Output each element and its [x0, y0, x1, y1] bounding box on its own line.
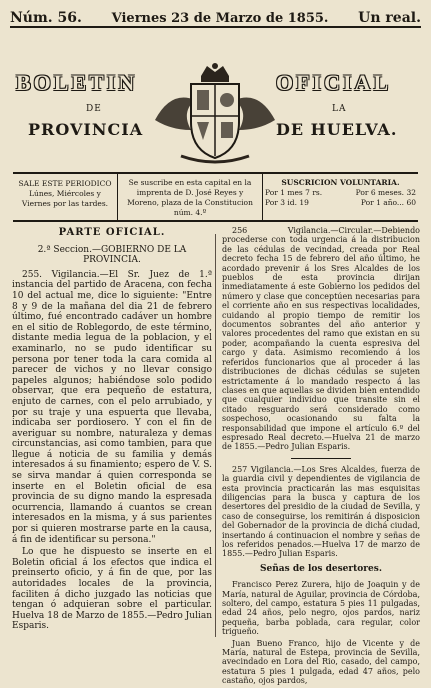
masthead-provincia: PROVINCIA — [28, 120, 144, 139]
price-6-months: Por 6 meses. 32 — [355, 188, 416, 197]
price-1-month: Por 1 mes 7 rs. — [265, 188, 323, 197]
deserter-1: Francisco Perez Zurera, hijo de Joaquin y de María, natural de Aguilar, provincia de Córdoba, soltero, del campo, estatura 5 pies 11 pulgadas, edad 24 años, pelo negro, ojos pardos, nariz pequeña, barba poblada, cara regular, color trigueño. — [222, 580, 420, 637]
masthead-word-oficial: OFICIAL — [276, 70, 392, 95]
right-column — [222, 226, 420, 688]
subscription-prices — [263, 174, 418, 220]
article-255: 255. Vigilancia.—El Sr. Juez de 1.ª instancia del partido de Aracena, con fecha 10 del actual me, dice lo siguiente: "Entre 8 y 9 de la mañana del dia 21 de febrero último, fué encontrado cadáver un hombre en el sitio de Roblegordo, de este término, distante media legua de la poblacion, y el examinarlo, no se pudo identificar su persona por tener toda la cara comida al parecer de vichos y no llevar consigo papeles algunos; habiéndose solo podido observar, que era pequeño de estatura, enjuto de carnes, con el pelo arrubiado, y por su traje y una espuerta que llevaba, indicaba ser pordiosero. Y con el fin de averiguar su nombre, naturaleza y demas circunstancias, asi como tambien, para que llegue á noticia de su familia y demás interesados á su finamiento; espero de V. S. se sirva mandar á quien corresponda se inserte en el Boletin oficial de esa provincia de su digno mando la espresada ocurrencia, llamando á cuantos se crean interesados en la misma, y á sus parientes por si quieren mostrarse parte en la causa, á fin de identificar su persona." — [12, 269, 212, 545]
masthead-word-boletin: BOLETIN — [16, 70, 138, 95]
article-257: 257 Vigilancia.—Los Sres Alcaldes, fuerza de la guardia civil y dependientes de vigilancia de esta provincia practicarán las mas esquisitas diligencias para la busca y captura de los desertores del presidio de la ciudad de Sevilla, y caso de conseguirse, los remitirán á disposicion del Gobernador de la provincia de dichá ciudad, insertando á continuacion el nombre y señas de los referidos penados.—Huelva 17 de marzo de 1855.—Pedro Julian Esparis. — [222, 464, 420, 559]
issue-header — [10, 6, 421, 28]
coat-of-arms-icon — [151, 60, 279, 164]
article-separator — [291, 458, 351, 459]
article-255-conclusion: Lo que he dispuesto se inserte en el Boletin oficial á los efectos que indica el preinserto oficio, y á fin de que, por las autoridades locales de la provincia, faciliten á dicho juzgado las noticias que tengan ó adquieran sobre el particular. Huelva 18 de Marzo de 1855.—Pedro Julian Esparis. — [12, 547, 212, 632]
masthead-huelva: DE HUELVA. — [276, 120, 398, 139]
issue-number: Núm. 56. — [10, 10, 82, 26]
price-3-months: Por 3 id. 19 — [265, 198, 309, 207]
issue-date: Viernes 23 de Marzo de 1855. — [111, 11, 329, 26]
section-title: PARTE OFICIAL. — [58, 227, 166, 238]
periodicity-note: SALE ESTE PERIODICO Lúnes, Miércoles y Viernes por las tardes. — [18, 179, 112, 208]
deserter-2: Juan Bueno Franco, hijo de Vicente y de María, natural de Estepa, provincia de Sevilla, avecindado en Lora del Rio, casado, del campo, estatura 5 pies 1 pulgada, edad 47 años, pelo castaño, ojos pardos, — [222, 638, 420, 686]
subscription-title: SUSCRICION VOLUNTARIA. — [281, 178, 400, 187]
masthead — [14, 52, 417, 164]
masthead-la: LA — [332, 104, 347, 114]
article-256: 256 Vigilancia.—Circular.—Debiendo procederse con toda urgencia á la distribucion de las cédulas de vecindad, creada por Real decreto fecha 15 de febrero del año último, he acordado prevenir á los Sres Alcaldes de los pueblos de esta provincia dirijan inmediatamente á este Gobierno los pedidos del número y clase que conceptúen necesarias para el corriente año en sus respectivas localidades, cuidando al propio tiempo de remitir los documentos sobrantes del año anterior y valores procedentes del ramo que existan en su poder, acompañando la cuenta espresiva del cargo y data. Asimismo recomiendo á los referidos funcionarios que al proceder á las distribuciones de dichas cédulas se sujeten estrictamente á lo mandado respecto á las clases en que aquellas se dividen bien entendido que cualquier individuo que transite sin el citado resguardo será considerado como sospechoso, ocasionando su falta la responsabilidad que impone el artículo 6.º del espresado Real decreto.—Huelva 21 de marzo de 1855.—Pedro Julian Esparis. — [222, 226, 420, 452]
masthead-de: DE — [86, 104, 102, 114]
left-column — [12, 226, 212, 634]
deserters-heading: Señas de los desertores. — [260, 563, 382, 574]
issue-price: Un real. — [358, 10, 421, 26]
price-1-year: Por 1 año... 60 — [360, 198, 416, 207]
subscription-location: Se suscribe en esta capital en la imprenta de D. José Reyes y Moreno, plaza de la Constitucion núm. 4.º — [117, 174, 263, 220]
subscription-box — [13, 172, 418, 222]
section-subtitle: 2.ª Seccion.—GOBIERNO DE LA PROVINCIA. — [37, 244, 187, 266]
column-divider — [215, 234, 216, 637]
